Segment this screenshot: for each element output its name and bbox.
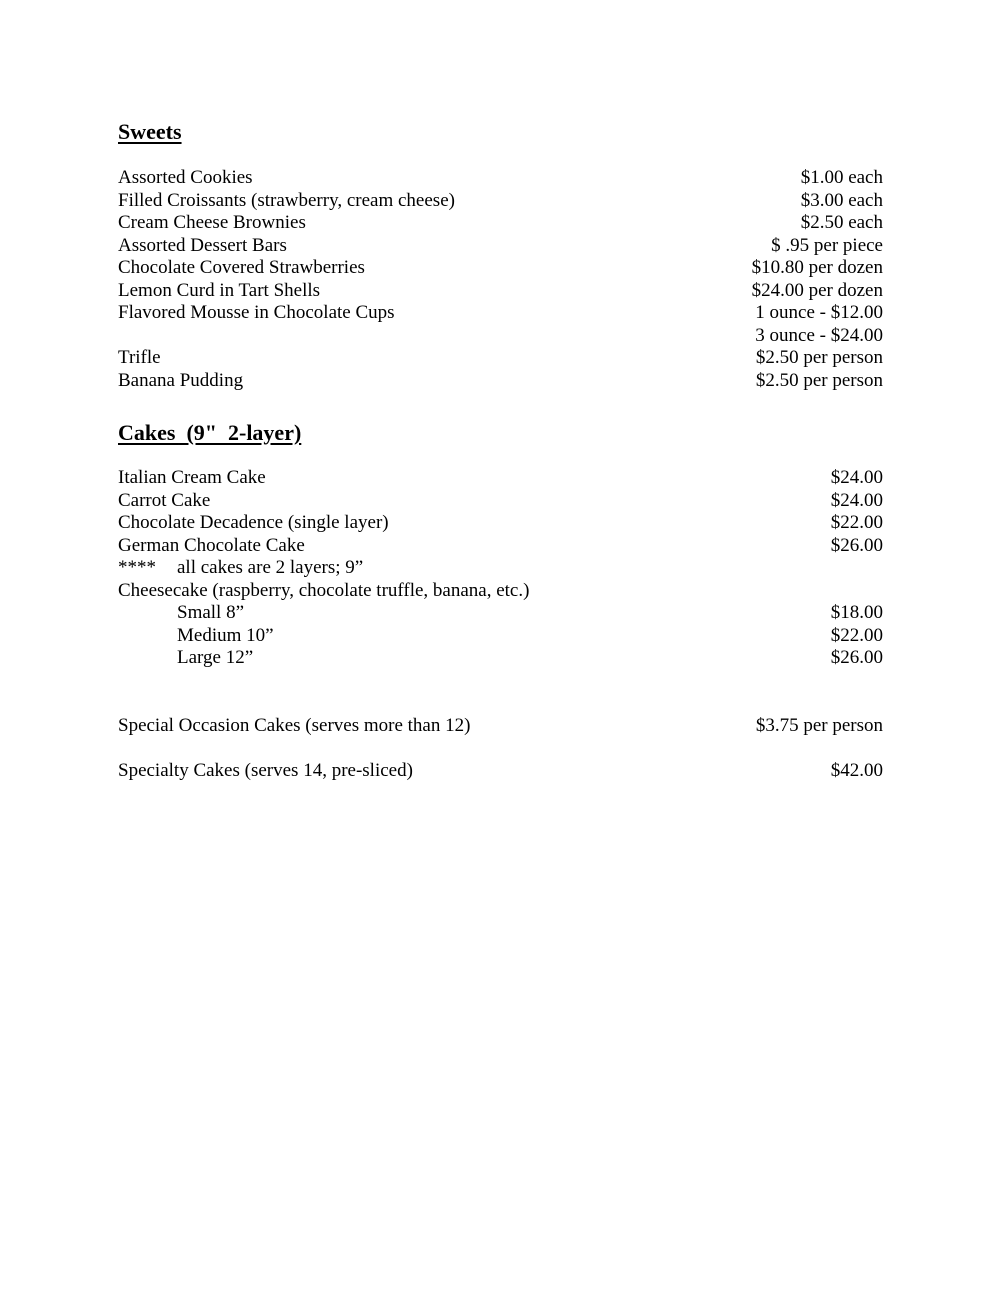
size-name: Small 8” — [177, 602, 245, 623]
cheesecake-size — [118, 647, 883, 670]
cakes-note — [118, 557, 883, 580]
menu-item — [118, 370, 883, 393]
item-name: Carrot Cake — [118, 489, 211, 511]
menu-item — [118, 302, 883, 325]
menu-item — [118, 325, 883, 348]
cheesecake-size — [118, 602, 883, 625]
item-price: $18.00 — [830, 602, 883, 623]
item-name: Chocolate Covered Strawberries — [118, 257, 365, 278]
menu-item — [118, 212, 883, 235]
item-price: 1 ounce - $12.00 — [755, 302, 883, 323]
item-price: $22.00 — [830, 512, 883, 533]
note-text: all cakes are 2 layers; 9” — [177, 557, 364, 578]
item-price: $10.80 per dozen — [751, 257, 883, 278]
item-name: Cheesecake (raspberry, chocolate truffle, banana, etc.) — [118, 579, 530, 601]
menu-item — [118, 347, 883, 370]
menu-item — [118, 257, 883, 280]
cheesecake-item — [118, 580, 883, 603]
menu-item — [118, 190, 883, 213]
item-name: German Chocolate Cake — [118, 534, 305, 556]
item-name: Special Occasion Cakes (serves more than 12) — [118, 715, 471, 736]
item-price: $1.00 each — [800, 167, 883, 188]
sweets-heading: Sweets — [118, 119, 182, 144]
item-name: Assorted Cookies — [118, 167, 253, 188]
menu-item — [118, 167, 883, 190]
item-price: $2.50 per person — [755, 369, 883, 391]
cheesecake-size — [118, 625, 883, 648]
specialty-item — [118, 760, 883, 783]
item-name: Cream Cheese Brownies — [118, 212, 306, 233]
item-name: Assorted Dessert Bars — [118, 234, 287, 256]
item-name: Flavored Mousse in Chocolate Cups — [118, 302, 395, 323]
item-price: $3.00 each — [800, 189, 883, 211]
item-price: $24.00 — [830, 467, 883, 488]
item-name: Trifle — [118, 347, 161, 368]
item-price: $ .95 per piece — [771, 234, 883, 256]
item-price: $26.00 — [830, 647, 883, 668]
note-stars: **** — [118, 557, 156, 578]
item-price: $42.00 — [830, 760, 883, 781]
item-name: Filled Croissants (strawberry, cream cheese) — [118, 189, 455, 211]
item-price: $3.75 per person — [755, 715, 883, 736]
item-price: $26.00 — [830, 534, 883, 556]
size-name: Medium 10” — [177, 624, 274, 646]
item-price: $24.00 per dozen — [751, 279, 883, 301]
item-name: Italian Cream Cake — [118, 467, 266, 488]
menu-item — [118, 467, 883, 490]
item-name: Specialty Cakes (serves 14, pre-sliced) — [118, 760, 413, 781]
item-name: Lemon Curd in Tart Shells — [118, 279, 321, 301]
item-price: $24.00 — [830, 489, 883, 511]
menu-item — [118, 280, 883, 303]
menu-item — [118, 512, 883, 535]
item-price: $22.00 — [830, 624, 883, 646]
menu-item — [118, 235, 883, 258]
item-price: $2.50 each — [800, 212, 883, 233]
special-occasion-item — [118, 715, 883, 738]
item-price: $2.50 per person — [755, 347, 883, 368]
size-name: Large 12” — [177, 647, 254, 668]
menu-item — [118, 535, 883, 558]
item-name: Banana Pudding — [118, 369, 244, 391]
item-name: Chocolate Decadence (single layer) — [118, 512, 389, 533]
cakes-heading: Cakes (9" 2-layer) — [118, 420, 302, 445]
item-price: 3 ounce - $24.00 — [755, 324, 883, 346]
menu-item — [118, 490, 883, 513]
